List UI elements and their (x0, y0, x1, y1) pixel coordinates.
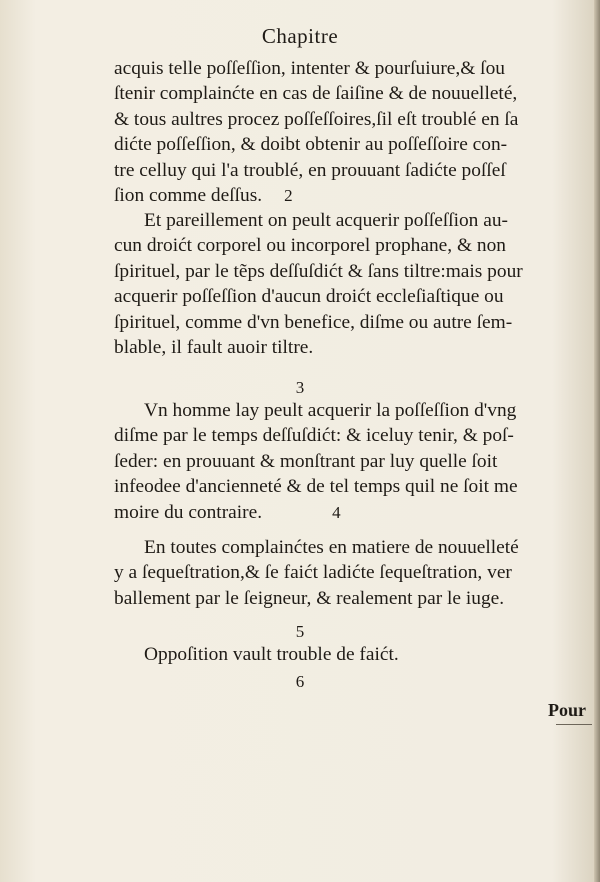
section-number: 3 (295, 378, 305, 397)
paragraph-4 (114, 535, 594, 611)
paragraph-1 (114, 56, 594, 208)
section-number: 4 (332, 502, 341, 522)
text-line: acquis telle poſſeſſion, intenter & pourſuiure,& ſou (114, 58, 505, 79)
text-line: infeodee d'ancienneté & de tel temps quil ne ſoit me (114, 476, 518, 498)
section-number: 6 (295, 672, 305, 691)
paragraph-5 (114, 642, 594, 667)
text-line: diſme par le temps deſſuſdićt: & iceluy tenir, & poſ- (114, 425, 514, 447)
text-line (114, 500, 594, 525)
section-number: 5 (295, 622, 305, 641)
catchword: Pour (548, 700, 586, 720)
page-title: Chapitre (261, 24, 339, 48)
text-line: En toutes complainćtes en matiere de nouuelleté (144, 537, 519, 558)
text-line: blable, il fault auoir tiltre. (114, 337, 314, 359)
text-line: ſpirituel, par le tẽps deſſuſdićt & ſans tiltre:mais pour (114, 260, 523, 282)
text-line: tre celluy qui l'a troublé, en prouuant ſadićte poſſeſ (114, 159, 506, 181)
text-line: cun droićt corporel ou incorporel prophane, & non (114, 235, 506, 257)
text-line-content: moire du contraire. (114, 501, 263, 523)
text-line: ſpirituel, comme d'vn benefice, diſme ou autre ſem- (114, 311, 513, 333)
paragraph-2 (114, 208, 594, 360)
text-line: ballement par le ſeigneur, & realement par le iuge. (114, 587, 505, 609)
text-line: & tous aultres procez poſſeſſoires,ſil eſt troublé en ſa (114, 108, 519, 130)
text-line: y a ſequeſtration,& ſe faićt ladićte ſequeſtration, ver (114, 562, 512, 584)
text-line: dićte poſſeſſion, & doibt obtenir au poſſeſſoire con- (114, 134, 508, 156)
catchword-rule (556, 724, 592, 725)
text-line: Oppoſition vault trouble de faićt. (144, 644, 399, 665)
text-line (114, 183, 594, 208)
text-line: Et pareillement on peult acquerir poſſeſſion au- (144, 210, 508, 231)
page-edge (594, 0, 600, 882)
paragraph-3 (114, 398, 594, 525)
text-line: ſtenir complainćte en cas de ſaiſine & de nouuelleté, (114, 83, 518, 105)
text-line-content: ſion comme deſſus. (114, 185, 263, 207)
text-line: ſeder: en prouuant & monſtrant par luy quelle ſoit (114, 450, 498, 472)
text-line: Vn homme lay peult acquerir la poſſeſſion d'vng (144, 400, 517, 421)
section-number: 2 (284, 186, 293, 206)
text-line: acquerir poſſeſſion d'aucun droićt eccleſiaſtique ou (114, 286, 504, 308)
